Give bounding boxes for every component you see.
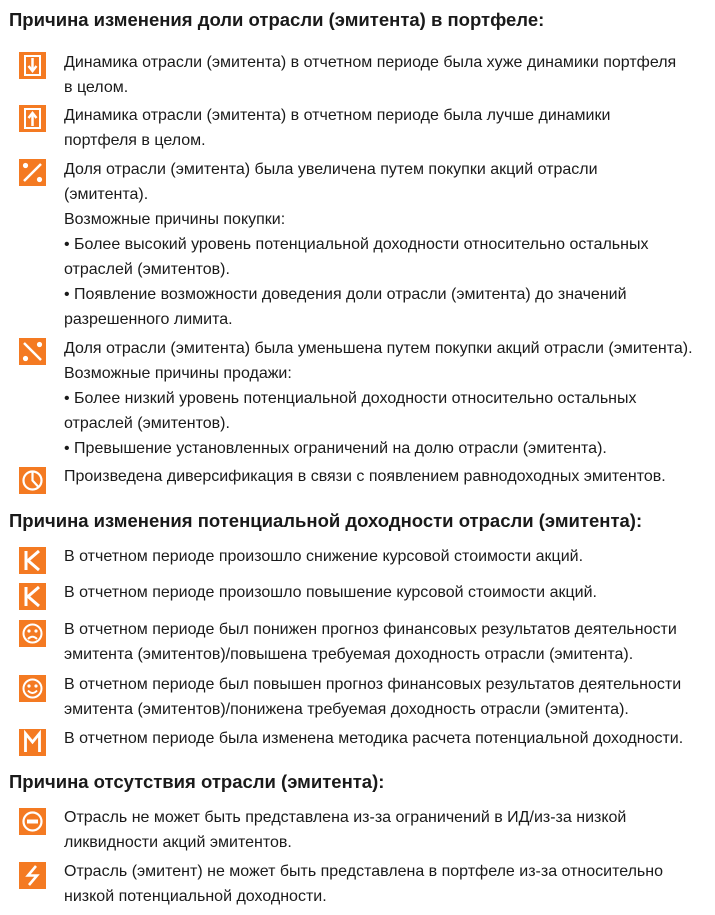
happy-face-icon <box>19 675 46 702</box>
buy-diagonal-icon <box>19 159 46 186</box>
legend-text-line: Отрасль не может быть представлена из-за ограничений в ИД/из-за низкой <box>64 809 627 826</box>
legend-text-line: В отчетном периоде произошло снижение курсовой стоимости акций. <box>64 548 584 565</box>
section-heading-yield-change: Причина изменения потенциальной доходности отрасли (эмитента): <box>9 510 643 531</box>
k-letter-icon <box>19 583 46 610</box>
legend-text-line: Возможные причины продажи: <box>64 365 292 382</box>
legend-text-line: Динамика отрасли (эмитента) в отчетном периоде была лучше динамики <box>64 107 611 124</box>
arrow-up-box-icon <box>19 105 46 132</box>
legend-text-line: эмитента (эмитентов)/понижена требуемая доходность отрасли (эмитента). <box>64 701 629 718</box>
legend-text-line: Доля отрасли (эмитента) была увеличена путем покупки акций отрасли <box>64 161 598 178</box>
legend-text-line: В отчетном периоде была изменена методика расчета потенциальной доходности. <box>64 730 684 747</box>
legend-text-line: • Более высокий уровень потенциальной доходности относительно остальных <box>64 236 649 253</box>
section-heading-share-change: Причина изменения доли отрасли (эмитента) в портфеле: <box>9 9 545 30</box>
m-letter-icon <box>19 729 46 756</box>
arrow-down-box-icon <box>19 52 46 79</box>
legend-text-line: отраслей (эмитентов). <box>64 415 230 432</box>
legend-text-line: В отчетном периоде был понижен прогноз финансовых результатов деятельности <box>64 621 677 638</box>
legend-text-line: в целом. <box>64 79 129 96</box>
legend-text-line: эмитента (эмитентов)/повышена требуемая доходность отрасли (эмитента). <box>64 646 634 663</box>
legend-text-line: Произведена диверсификация в связи с появлением равнодоходных эмитентов. <box>64 468 666 485</box>
legend-text-line: отраслей (эмитентов). <box>64 261 230 278</box>
legend-text-line: Возможные причины покупки: <box>64 211 286 228</box>
minus-circle-icon <box>19 808 46 835</box>
legend-text-line: • Более низкий уровень потенциальной доходности относительно остальных <box>64 390 637 407</box>
pie-chart-icon <box>19 467 46 494</box>
legend-text-line: низкой потенциальной доходности. <box>64 888 327 905</box>
k-letter-icon <box>19 547 46 574</box>
legend-text-line: Динамика отрасли (эмитента) в отчетном периоде была хуже динамики портфеля <box>64 54 677 71</box>
legend-text-line: В отчетном периоде был повышен прогноз финансовых результатов деятельности <box>64 676 682 693</box>
sell-diagonal-icon <box>19 338 46 365</box>
legend-text-line: В отчетном периоде произошло повышение курсовой стоимости акций. <box>64 584 597 601</box>
legend-text-line: портфеля в целом. <box>64 132 206 149</box>
legend-text-line: Доля отрасли (эмитента) была уменьшена путем покупки акций отрасли (эмитента). <box>64 340 693 357</box>
legend-text-line: ликвидности акций эмитентов. <box>64 834 292 851</box>
sad-face-icon <box>19 620 46 647</box>
legend-text-line: Отрасль (эмитент) не может быть представлена в портфеле из-за относительно <box>64 863 663 880</box>
legend-text-line: разрешенного лимита. <box>64 311 233 328</box>
section-heading-absence: Причина отсутствия отрасли (эмитента): <box>9 771 385 792</box>
legend-text-line: • Превышение установленных ограничений на долю отрасли (эмитента). <box>64 440 607 457</box>
legend-text-line: • Появление возможности доведения доли отрасли (эмитента) до значений <box>64 286 627 303</box>
lightning-icon <box>19 862 46 889</box>
legend-text-line: (эмитента). <box>64 186 149 203</box>
